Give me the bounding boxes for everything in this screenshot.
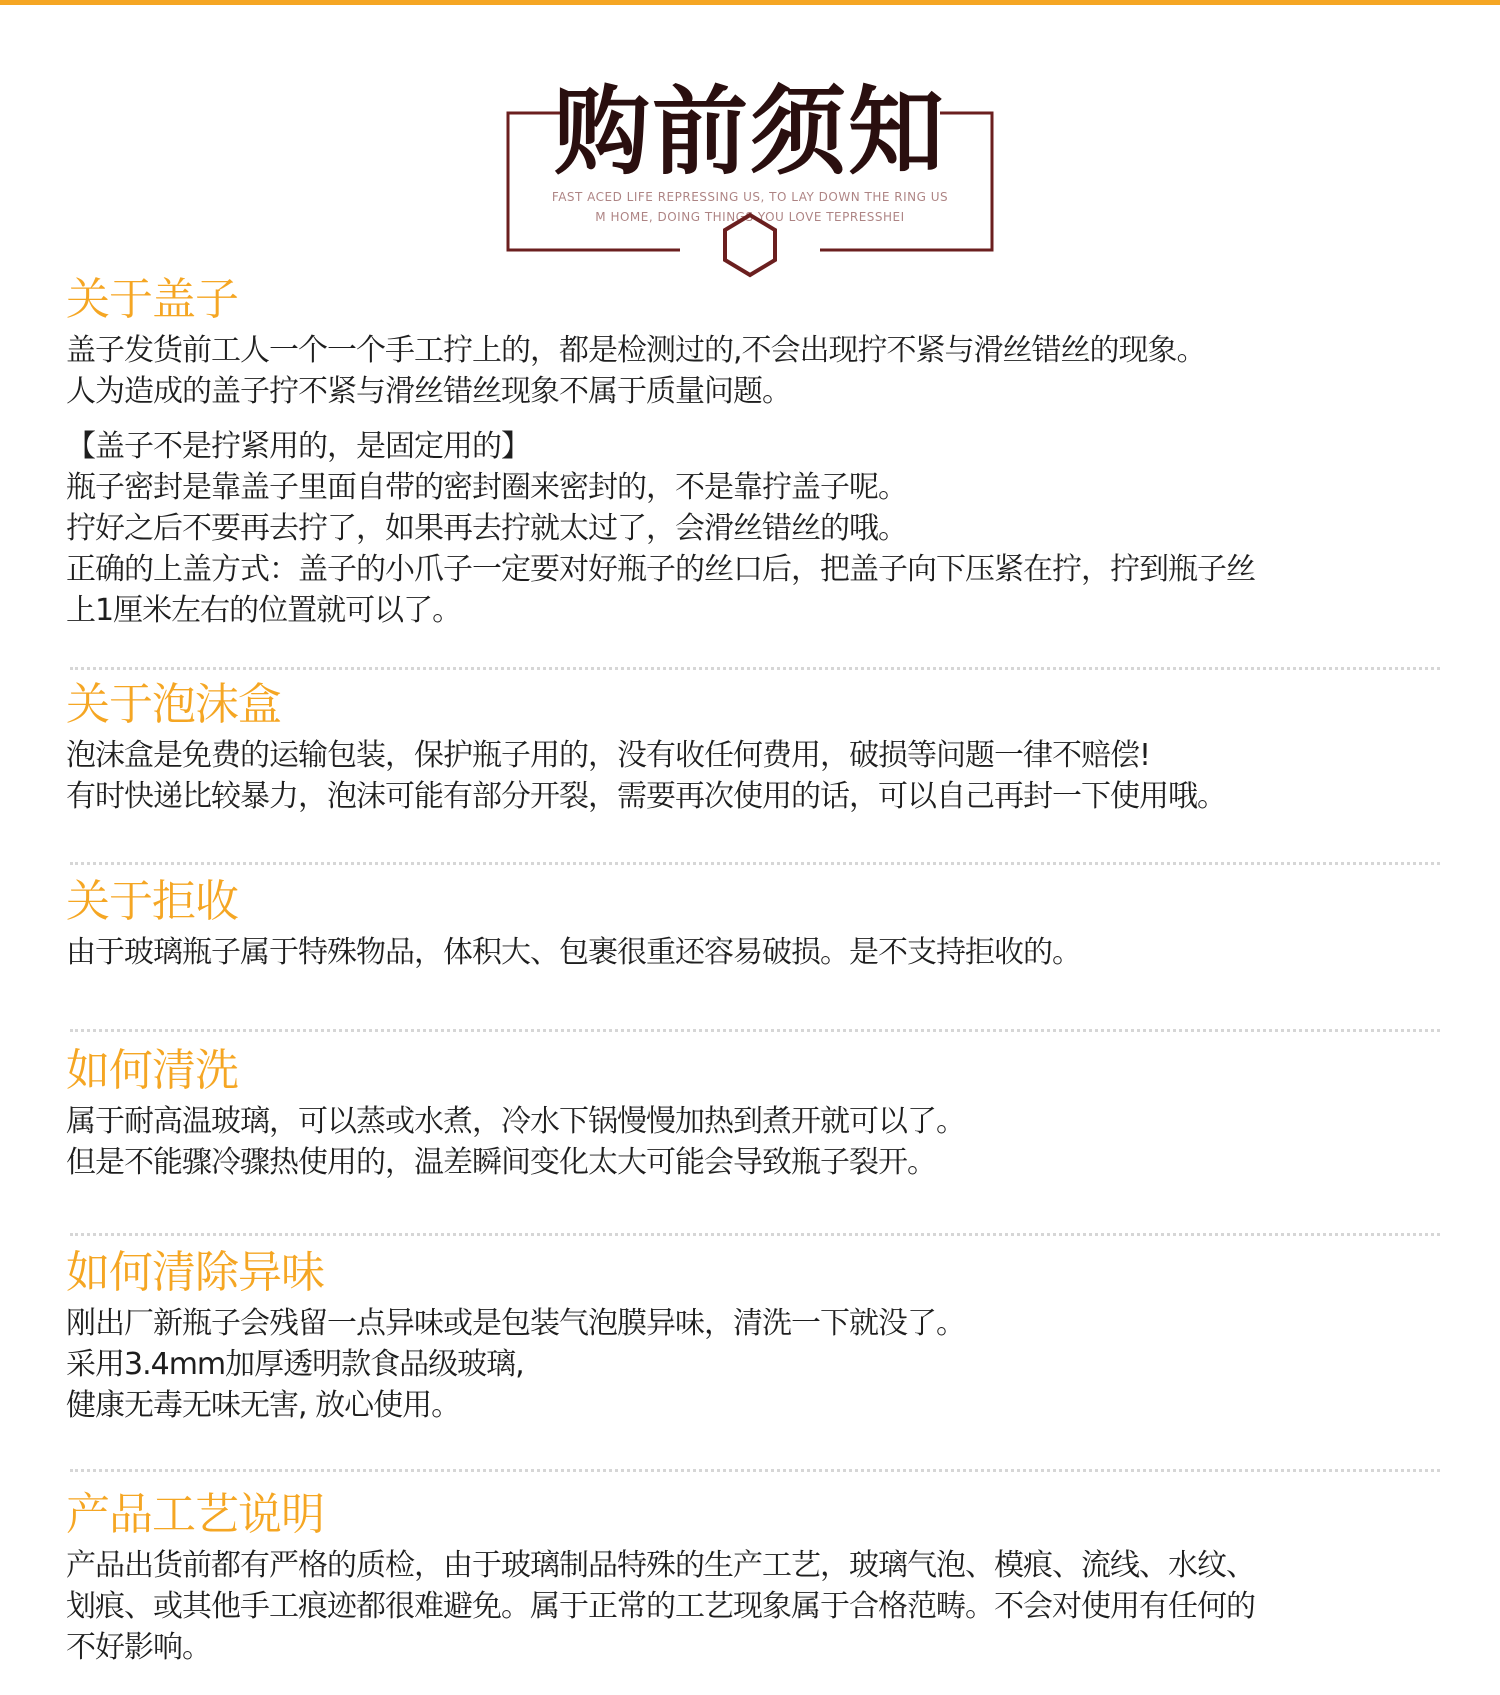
header-subtitle-line-2: M HOME, DOING THINGS YOU LOVE TEPRESSHEI bbox=[595, 210, 905, 224]
section-title: 关于泡沫盒 bbox=[66, 679, 281, 730]
text-line: 【盖子不是拧紧用的，是固定用的】 bbox=[66, 429, 530, 464]
text-line: 划痕、或其他手工痕迹都很难避免。属于正常的工艺现象属于合格范畴。不会对使用有任何的 bbox=[66, 1589, 1255, 1624]
page-title: 购前须知 bbox=[554, 76, 946, 188]
section-divider bbox=[70, 1469, 1440, 1472]
text-line: 有时快递比较暴力，泡沫可能有部分开裂，需要再次使用的话，可以自己再封一下使用哦。 bbox=[66, 779, 1226, 814]
text-line: 不好影响。 bbox=[66, 1630, 211, 1665]
section-cleaning bbox=[66, 1043, 1446, 1183]
text-line: 泡沫盒是免费的运输包装，保护瓶子用的，没有收任何费用，破损等问题一律不赔偿! bbox=[66, 738, 1151, 773]
section-craftsmanship bbox=[66, 1487, 1446, 1668]
text-line: 健康无毒无味无害, 放心使用。 bbox=[66, 1388, 461, 1423]
text-line: 属于耐高温玻璃，可以蒸或水煮，冷水下锅慢慢加热到煮开就可以了。 bbox=[66, 1104, 965, 1139]
text-line: 上1厘米左右的位置就可以了。 bbox=[66, 593, 462, 628]
paragraph bbox=[66, 330, 1446, 412]
paragraph bbox=[66, 1303, 1446, 1426]
section-title: 如何清洗 bbox=[66, 1045, 238, 1096]
section-title: 关于拒收 bbox=[66, 876, 238, 927]
section-title: 关于盖子 bbox=[66, 274, 238, 325]
paragraph bbox=[66, 1545, 1446, 1668]
top-accent-bar bbox=[0, 0, 1500, 5]
text-line: 正确的上盖方式：盖子的小爪子一定要对好瓶子的丝口后，把盖子向下压紧在拧，拧到瓶子丝 bbox=[66, 552, 1255, 587]
text-line: 产品出货前都有严格的质检，由于玻璃制品特殊的生产工艺，玻璃气泡、模痕、流线、水纹、 bbox=[66, 1548, 1255, 1583]
section-divider bbox=[70, 1233, 1440, 1236]
header-subtitle bbox=[540, 187, 960, 227]
text-line: 拧好之后不要再去拧了，如果再去拧就太过了，会滑丝错丝的哦。 bbox=[66, 511, 907, 546]
text-line: 采用3.4mm加厚透明款食品级玻璃, bbox=[66, 1347, 524, 1382]
paragraph bbox=[66, 735, 1446, 817]
section-odor-removal bbox=[66, 1245, 1446, 1426]
section-divider bbox=[70, 1029, 1440, 1032]
section-foam-box bbox=[66, 677, 1446, 817]
text-line: 刚出厂新瓶子会残留一点异味或是包装气泡膜异味，清洗一下就没了。 bbox=[66, 1306, 965, 1341]
paragraph bbox=[66, 932, 1446, 973]
text-line: 由于玻璃瓶子属于特殊物品，体积大、包裹很重还容易破损。是不支持拒收的。 bbox=[66, 935, 1081, 970]
paragraph bbox=[66, 426, 1446, 631]
section-title: 如何清除异味 bbox=[66, 1247, 324, 1298]
header-subtitle-line-1: FAST ACED LIFE REPRESSING US, TO LAY DOWN THE RING US bbox=[551, 190, 949, 204]
paragraph bbox=[66, 1101, 1446, 1183]
text-line: 盖子发货前工人一个一个手工拧上的，都是检测过的,不会出现拧不紧与滑丝错丝的现象。 bbox=[66, 333, 1206, 368]
section-title: 产品工艺说明 bbox=[66, 1489, 324, 1540]
section-lid bbox=[66, 272, 1446, 631]
header-banner bbox=[500, 55, 1000, 295]
text-line: 但是不能骤冷骤热使用的，温差瞬间变化太大可能会导致瓶子裂开。 bbox=[66, 1145, 936, 1180]
text-line: 人为造成的盖子拧不紧与滑丝错丝现象不属于质量问题。 bbox=[66, 374, 791, 409]
section-divider bbox=[70, 862, 1440, 865]
text-line: 瓶子密封是靠盖子里面自带的密封圈来密封的，不是靠拧盖子呢。 bbox=[66, 470, 907, 505]
section-divider bbox=[70, 667, 1440, 670]
section-refusal bbox=[66, 874, 1446, 973]
